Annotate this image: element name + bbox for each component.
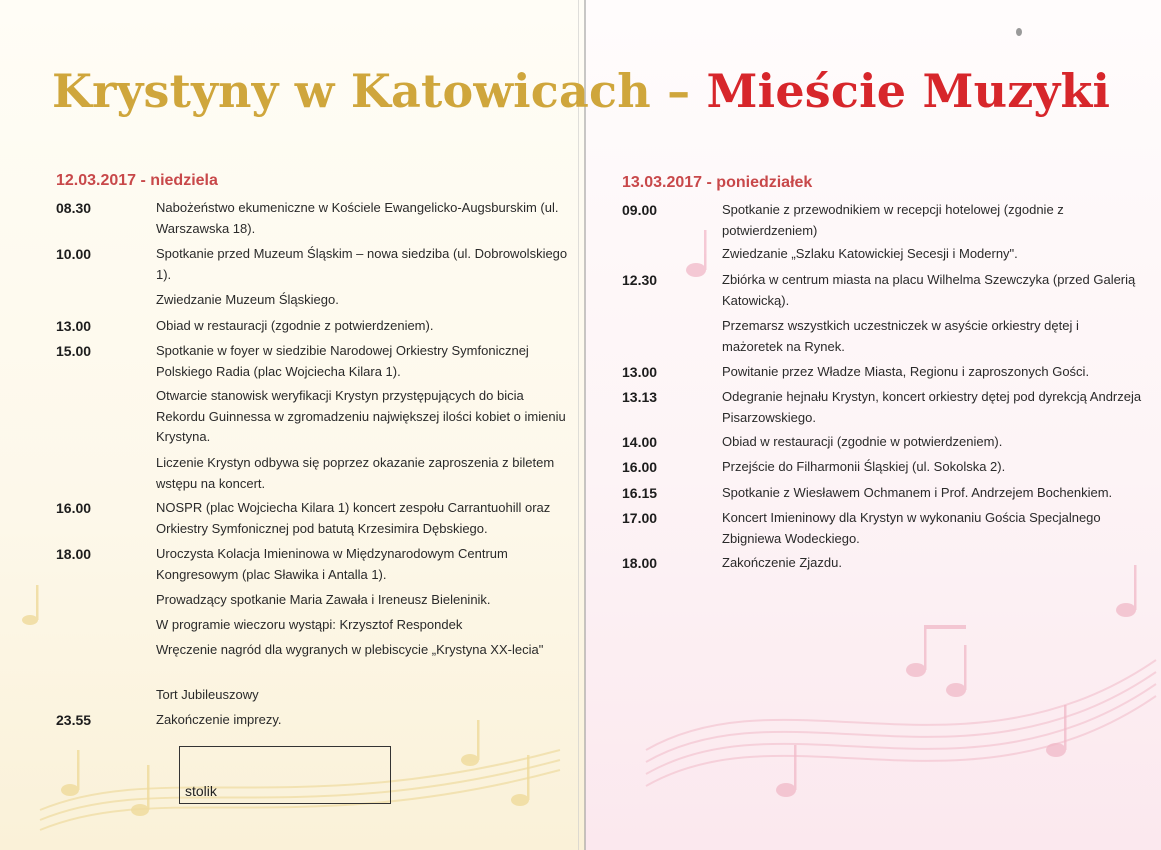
schedule-row — [622, 200, 1142, 241]
event-text: Zbiórka w centrum miasta na placu Wilhelma Szewczyka (przed Galerią Katowicką). — [722, 272, 1136, 308]
event-text: Zakończenie imprezy. — [156, 712, 282, 727]
time-label: 16.00 — [622, 459, 658, 475]
event-text: Zwiedzanie „Szlaku Katowickiej Secesji i Moderny". — [722, 246, 1018, 261]
title-dash: – — [667, 64, 691, 118]
schedule-row — [622, 553, 1142, 574]
time-label: 15.00 — [56, 343, 92, 359]
page-fold — [584, 0, 586, 850]
schedule-row — [56, 640, 576, 661]
event-text: Zakończenie Zjazdu. — [722, 555, 842, 570]
schedule-row — [56, 316, 576, 337]
table-number-box[interactable] — [179, 746, 391, 804]
event-text: Otwarcie stanowisk weryfikacji Krystyn przystępujących do bicia Rekordu Guinnessa w zgromadzeniu największej ilości kobiet o imieniu Krystyna. — [156, 388, 566, 444]
scan-speck — [1016, 28, 1022, 36]
event-text: Spotkanie z przewodnikiem w recepcji hotelowej (zgodnie z potwierdzeniem) — [722, 202, 1064, 238]
event-text: Spotkanie w foyer w siedzibie Narodowej Orkiestry Symfonicznej Polskiego Radia (plac Wojciecha Kilara 1). — [156, 343, 529, 379]
schedule-row — [622, 508, 1142, 549]
time-label: 16.00 — [56, 500, 92, 516]
day1-heading: 12.03.2017 - niedziela — [56, 172, 218, 189]
schedule-row — [56, 710, 576, 731]
event-text: W programie wieczoru wystąpi: Krzysztof Respondek — [156, 617, 463, 632]
event-text: Wręczenie nagród dla wygranych w plebiscycie „Krystyna XX-lecia" — [156, 642, 544, 657]
title-part-gold: Krystyny w Katowicach — [52, 64, 651, 118]
event-text: Obiad w restauracji (zgodnie w potwierdzeniem). — [722, 434, 1003, 449]
time-label: 17.00 — [622, 510, 658, 526]
time-label: 09.00 — [622, 202, 658, 218]
schedule-row — [622, 270, 1142, 311]
schedule-row — [56, 386, 576, 448]
event-text: Zwiedzanie Muzeum Śląskiego. — [156, 292, 339, 307]
page-title — [52, 64, 1110, 118]
schedule-row — [56, 198, 576, 239]
time-label: 13.13 — [622, 389, 658, 405]
event-text: Tort Jubileuszowy — [156, 687, 259, 702]
schedule-row — [622, 316, 1142, 357]
schedule-row — [56, 544, 576, 585]
schedule-row — [56, 498, 576, 539]
table-number-label: stolik — [185, 783, 217, 799]
event-text: Koncert Imieninowy dla Krystyn w wykonaniu Gościa Specjalnego Zbigniewa Wodeckiego. — [722, 510, 1101, 546]
schedule-row — [56, 341, 576, 382]
schedule-row — [56, 615, 576, 636]
time-label: 18.00 — [56, 546, 92, 562]
schedule-row — [56, 290, 576, 311]
schedule-row — [622, 432, 1142, 453]
event-text: Przemarsz wszystkich uczestniczek w asyście orkiestry dętej i mażoretek na Rynek. — [722, 318, 1079, 354]
schedule-row — [622, 244, 1142, 265]
event-text: Uroczysta Kolacja Imieninowa w Międzynarodowym Centrum Kongresowym (plac Sławika i Antalla 1). — [156, 546, 508, 582]
schedule-row — [622, 457, 1142, 478]
time-label: 13.00 — [622, 364, 658, 380]
schedule-row — [56, 685, 576, 706]
time-label: 18.00 — [622, 555, 658, 571]
page-fold-shadow — [578, 0, 579, 850]
schedule-row — [622, 387, 1142, 428]
event-text: Spotkanie przed Muzeum Śląskim – nowa siedziba (ul. Dobrowolskiego 1). — [156, 246, 568, 282]
time-label: 12.30 — [622, 272, 658, 288]
event-text: NOSPR (plac Wojciecha Kilara 1) koncert zespołu Carrantuohill oraz Orkiestry Symfonicznej pod batutą Krzesimira Dębskiego. — [156, 500, 551, 536]
schedule-row — [622, 483, 1142, 504]
event-text: Prowadzący spotkanie Maria Zawała i Ireneusz Bieleninik. — [156, 592, 491, 607]
time-label: 14.00 — [622, 434, 658, 450]
event-text: Obiad w restauracji (zgodnie z potwierdzeniem). — [156, 318, 434, 333]
schedule-row — [56, 244, 576, 285]
event-text: Nabożeństwo ekumeniczne w Kościele Ewangelicko-Augsburskim (ul. Warszawska 18). — [156, 200, 559, 236]
schedule-row — [56, 453, 576, 494]
event-text: Odegranie hejnału Krystyn, koncert orkiestry dętej pod dyrekcją Andrzeja Pisarzowskiego. — [722, 389, 1142, 425]
time-label: 16.15 — [622, 485, 658, 501]
time-label: 13.00 — [56, 318, 92, 334]
schedule-row — [622, 362, 1142, 383]
schedule-row — [56, 590, 576, 611]
title-part-red: Mieście Muzyki — [706, 64, 1111, 118]
event-text: Przejście do Filharmonii Śląskiej (ul. Sokolska 2). — [722, 459, 1006, 474]
time-label: 08.30 — [56, 200, 92, 216]
event-text: Liczenie Krystyn odbywa się poprzez okazanie zaproszenia z biletem wstępu na koncert. — [156, 455, 555, 491]
time-label: 10.00 — [56, 246, 92, 262]
event-text: Powitanie przez Władze Miasta, Regionu i zaproszonych Gości. — [722, 364, 1090, 379]
day2-heading: 13.03.2017 - poniedziałek — [622, 174, 813, 191]
event-text: Spotkanie z Wiesławem Ochmanem i Prof. Andrzejem Bochenkiem. — [722, 485, 1113, 500]
time-label: 23.55 — [56, 712, 92, 728]
